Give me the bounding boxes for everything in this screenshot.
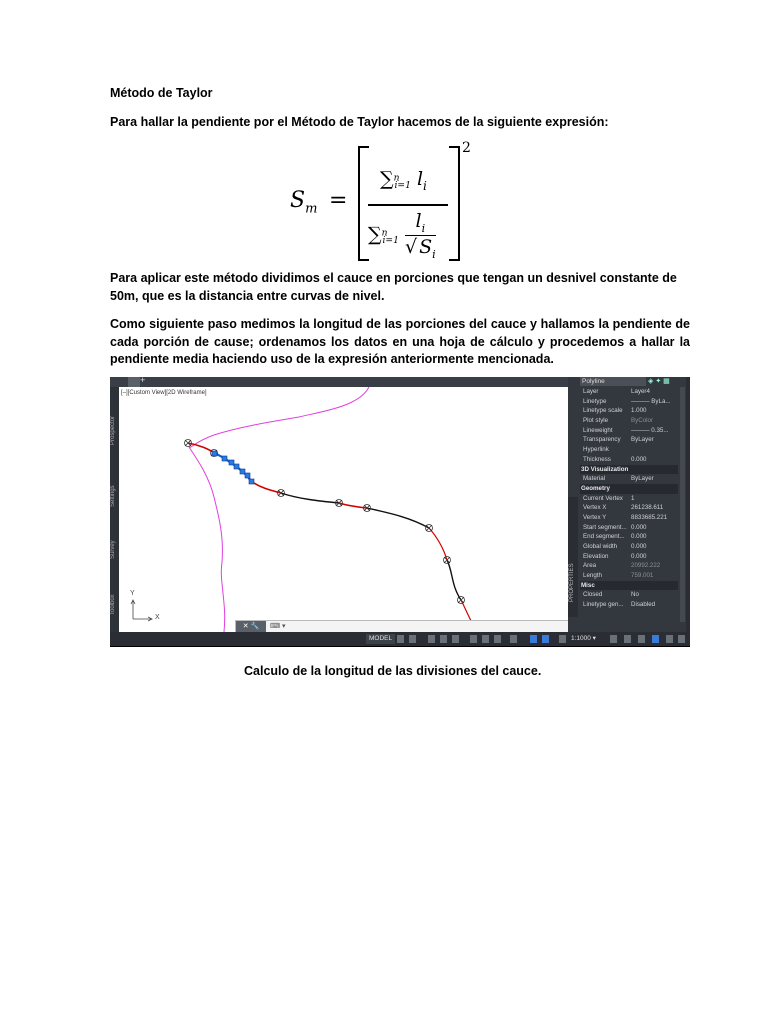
isolate-objects-icon[interactable] (624, 635, 631, 643)
drawing-canvas[interactable] (119, 387, 602, 632)
property-section-header[interactable] (580, 581, 678, 591)
hardware-acceleration-icon[interactable] (638, 635, 645, 643)
property-key: Hyperlink (583, 446, 609, 454)
grip (234, 464, 239, 469)
customization-icon[interactable] (666, 635, 673, 643)
property-key: Current Vertex (583, 494, 623, 502)
property-key: Plot style (583, 417, 609, 425)
property-value: 0.000 (631, 543, 647, 550)
property-key: Linetype scale (583, 407, 623, 415)
property-value: ——— 0.35... (631, 426, 669, 434)
snap-icon[interactable] (409, 635, 416, 643)
transparency-icon[interactable] (494, 635, 501, 643)
marker (444, 557, 451, 564)
model-space-button[interactable]: MODEL (366, 634, 395, 644)
cad-tab-bar (110, 377, 568, 387)
intro-text: Para hallar la pendiente por el Método de Taylor hacemos de la siguiente expresión: (110, 115, 609, 129)
property-section-label: 3D Visualization (581, 465, 629, 473)
workspace-icon[interactable] (610, 635, 617, 643)
property-value: 1 (631, 494, 635, 502)
property-row[interactable] (580, 494, 678, 504)
formula-numerator: ∑$^n_{i=1}$ $l_i$ (380, 168, 427, 193)
grip (240, 469, 245, 474)
polar-icon[interactable] (440, 635, 447, 643)
ortho-icon[interactable] (428, 635, 435, 643)
contour-line (189, 387, 369, 447)
property-value: No (631, 591, 639, 599)
stream-black-3 (447, 560, 461, 600)
property-row[interactable] (580, 532, 678, 542)
property-row[interactable] (580, 513, 678, 523)
property-key: Elevation (583, 552, 609, 560)
formula-fraction-line (368, 204, 448, 206)
property-key: Length (583, 572, 602, 580)
property-row[interactable] (580, 571, 678, 581)
tab-toolbox[interactable]: Toolbox (110, 594, 116, 615)
grip (229, 460, 234, 465)
figure-caption: Calculo de la longitud de las divisiones del cauce. (244, 664, 542, 678)
tab-survey[interactable]: Survey (110, 540, 116, 559)
formula-right-bracket (449, 146, 460, 261)
property-value: ByColor (631, 417, 654, 425)
properties-palette (568, 377, 690, 632)
property-row[interactable] (580, 561, 678, 571)
palette-side-tabs (686, 377, 690, 632)
command-line-tools[interactable]: ✕ 🔧 (236, 621, 266, 633)
property-row[interactable] (580, 503, 678, 513)
command-input[interactable]: ⌨ ▾ (270, 623, 286, 630)
property-row[interactable] (580, 600, 678, 610)
property-section-label: Misc (581, 581, 595, 589)
selection-cycling-icon[interactable] (510, 635, 517, 643)
grid-icon[interactable] (397, 635, 404, 643)
formula-lhs: $S_m$ (290, 188, 318, 217)
drawing-geometry (119, 387, 602, 632)
property-key: Closed (583, 591, 603, 599)
property-value: ——— ByLa... (631, 397, 671, 405)
toolspace-sidebar (110, 387, 119, 632)
property-value: 1.000 (631, 407, 647, 415)
property-row[interactable] (580, 435, 678, 445)
property-value: 0.000 (631, 523, 647, 531)
property-row[interactable] (580, 523, 678, 533)
formula-exponent: 2 (462, 140, 471, 156)
property-value: 8833685.221 (631, 513, 668, 521)
formula-equals: = (329, 188, 348, 213)
status-bar (110, 632, 690, 646)
paragraph-2: Como siguiente paso medimos la longitud de las porciones del cauce y hallamos la pendiente de cada porción de cause; ordenamos los datos en una hoja de cálculo y procedemos a hallar la pendiente media haciendo uso de la expresión anteriormente mencionada. (110, 317, 690, 366)
property-value: 0.000 (631, 552, 647, 560)
property-key: Material (583, 475, 606, 483)
property-section-header[interactable] (580, 465, 678, 475)
stream-black-2 (367, 508, 429, 528)
ucs-icon (131, 600, 152, 621)
contour-line (189, 447, 225, 632)
tab-settings[interactable]: Settings (110, 485, 116, 507)
property-value: ByLayer (631, 475, 654, 483)
ucs-x-label: X (155, 614, 160, 621)
property-key: Linetype (583, 397, 607, 405)
new-tab-icon[interactable]: + (140, 377, 146, 385)
annotation-scale-icon[interactable] (559, 635, 566, 643)
annotation-visibility-icon[interactable] (530, 635, 537, 643)
paragraph-1: Para aplicar este método dividimos el cauce en porciones que tengan un desnivel constante de 50m, que es la distancia entre curvas de nivel. (110, 271, 677, 303)
cad-screenshot (110, 377, 690, 654)
property-value: ByLayer (631, 436, 654, 444)
marker (426, 525, 433, 532)
property-row[interactable] (580, 455, 678, 465)
stream-red-2 (339, 503, 367, 508)
osnap-icon[interactable] (452, 635, 459, 643)
property-value: Disabled (631, 601, 656, 609)
property-key: Transparency (583, 436, 621, 444)
fullscreen-icon[interactable] (678, 635, 685, 643)
property-value: 0.000 (631, 533, 647, 541)
lineweight-icon[interactable] (482, 635, 489, 643)
quick-select-icon[interactable]: ◈ ✦ ▦ (648, 378, 670, 385)
document-title: Método de Taylor (110, 86, 213, 100)
property-row[interactable] (580, 552, 678, 562)
stream-black-1 (281, 493, 339, 503)
property-key: Lineweight (583, 426, 613, 434)
property-value: 20992.222 (631, 562, 661, 570)
object-type-dropdown[interactable]: Polyline (580, 377, 646, 386)
property-row[interactable] (580, 542, 678, 552)
property-key: Vertex X (583, 504, 607, 512)
property-key: Start segment... (583, 523, 627, 531)
properties-list (580, 387, 678, 610)
property-key: Area (583, 562, 597, 570)
formula-denominator: ∑$^n_{i=1}$ $\frac{l_i}{√ S_i}$ (368, 210, 436, 261)
property-key: Global width (583, 543, 618, 550)
property-section-header[interactable] (580, 484, 678, 494)
property-row[interactable] (580, 474, 678, 484)
property-value: 759.001 (631, 572, 654, 580)
otrack-icon[interactable] (470, 635, 477, 643)
auto-scale-icon[interactable] (542, 635, 549, 643)
stream-red-3 (429, 528, 447, 560)
stream-red-mid (251, 481, 281, 493)
property-key: End segment... (583, 533, 625, 541)
property-row[interactable] (580, 406, 678, 416)
property-value: 0.000 (631, 455, 647, 463)
screenshot-bottom-border (110, 646, 690, 654)
property-row[interactable] (580, 416, 678, 426)
property-row[interactable] (580, 387, 678, 397)
property-value: Layer4 (631, 388, 650, 395)
clean-screen-icon[interactable] (652, 635, 659, 643)
grip (249, 479, 254, 484)
property-section-label: Geometry (581, 484, 610, 492)
division-markers (185, 440, 465, 604)
property-row[interactable] (580, 445, 678, 455)
property-key: Vertex Y (583, 513, 607, 521)
property-row[interactable] (580, 426, 678, 436)
property-key: Layer (583, 388, 599, 395)
property-row[interactable] (580, 397, 678, 407)
view-label[interactable]: [–][Custom View][2D Wireframe] (121, 390, 207, 396)
grip (222, 456, 227, 461)
properties-scrollbar[interactable] (680, 387, 685, 622)
properties-title-bar: PROPERTIES (568, 497, 578, 617)
ucs-y-label: Y (130, 590, 135, 597)
marker (458, 597, 465, 604)
tab-prospector[interactable]: Prospector (110, 415, 116, 445)
annotation-scale[interactable]: 1:1000 ▾ (571, 635, 596, 642)
property-key: Thickness (583, 455, 611, 463)
property-value: 261238.611 (631, 504, 664, 512)
drawing-tab[interactable] (128, 377, 140, 387)
taylor-formula (288, 140, 488, 265)
grip (245, 473, 250, 478)
property-row[interactable] (580, 590, 678, 600)
grip (212, 451, 217, 456)
property-key: Linetype gen... (583, 601, 624, 609)
